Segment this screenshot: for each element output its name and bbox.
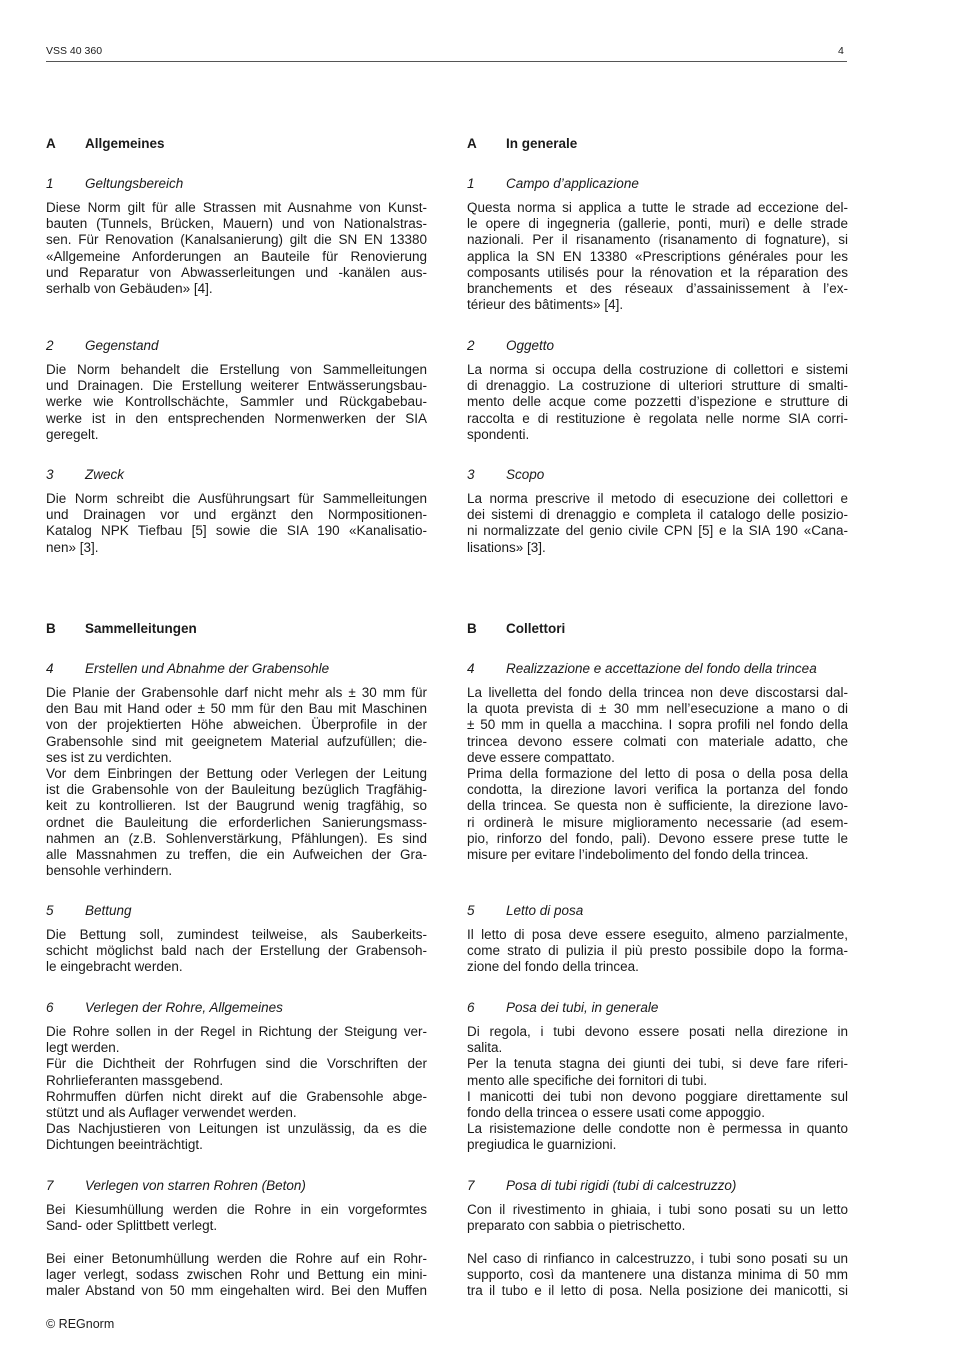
text-line: und Drainagen vor und ergänzt den Normpositionen-: [46, 507, 427, 523]
document-id: VSS 40 360: [46, 45, 103, 57]
text-line: preparato con sabbia o pietrischetto.: [467, 1218, 686, 1234]
text-line: Die Norm behandelt die Erstellung von Sammelleitungen: [46, 362, 427, 377]
text-line: Per la tenuta stagna dei giunti dei tubi, si deve fare riferi-: [467, 1056, 848, 1072]
section-7-text-b: [46, 1251, 427, 1300]
text-line: und Drainagen. Die Erstellung weiterer Entwässerungsbau-: [46, 378, 427, 394]
section-4-text: [46, 685, 427, 879]
text-line: sen. Für Renovation (Kanalsanierung) gilt die SN EN 13380: [46, 232, 427, 248]
section-5-text: [467, 927, 848, 976]
text-line: della trincea. Se questa non è sufficiente, la direzione lavo-: [467, 798, 848, 814]
section-1-text: [467, 200, 848, 313]
text-line: le eingebracht werden.: [46, 959, 183, 975]
section-2-text: [467, 362, 848, 443]
text-line: composants utilisés pour la rénovation et la réparation des: [467, 264, 848, 280]
text-line: nen» [3].: [46, 539, 99, 555]
text-line: trincea devono essere colmati con materiale adatto, che: [467, 733, 848, 749]
text-line: Das Nachjustieren von Leitungen ist unzulässig, da es die: [46, 1121, 427, 1137]
text-line: «Allgemeine Anforderungen an Bauteile für Renovierung: [46, 248, 427, 264]
text-line: fondo della trincea o essere usati come appoggio.: [467, 1105, 765, 1121]
text-line: ist die Grabensohle von der Bauleitung bezüglich Tragfähig-: [46, 782, 427, 798]
section-b-heading: B Collettori: [467, 621, 566, 636]
section-1-heading: 1 Campo d’applicazione: [467, 176, 639, 191]
text-line: Die Planie der Grabensohle darf nicht mehr als ± 30 mm für: [46, 685, 427, 700]
section-6-text: [46, 1024, 427, 1154]
text-line: mento delle acque come pozzetti d’ispezione e strutture di: [467, 394, 848, 410]
text-line: nazionali. Per il risanamento (risanamento di fognature), si: [467, 232, 848, 248]
text-line: I manicotti dei tubi non devono poggiare direttamente sul: [467, 1088, 848, 1104]
section-5-text: [46, 927, 427, 976]
text-line: werke ist in den entsprechenden Normenwerken der SIA: [46, 410, 427, 426]
section-2-heading: 2 Oggetto: [467, 338, 555, 353]
text-line: Bei einer Betonumhüllung werden die Rohre auf ein Rohr-: [46, 1251, 427, 1266]
text-line: ± 50 mm in quella a macchina. I sopra profili nel fondo della: [467, 717, 848, 733]
text-line: condotta, la direzione lavori verifica la portanza del fondo: [467, 782, 848, 798]
text-line: serhalb von Gebäuden» [4].: [46, 281, 213, 297]
text-line: La livelletta del fondo della trincea non deve discostarsi dal-: [467, 685, 848, 700]
text-line: Prima della formazione del letto di posa o della posa della: [467, 766, 848, 782]
text-line: Grabensohle sind mit geeignetem Material aufzufüllen; die-: [46, 733, 427, 749]
text-line: nahmen an (z.B. Sohlenverstärkung, Pfählungen). Es sind: [46, 830, 427, 846]
text-line: Sand- oder Splittbett verlegt.: [46, 1218, 218, 1234]
text-line: werke wie Kontrollschächte, Sammler und Rückgabebau-: [46, 394, 427, 410]
text-line: le opere di ingegneria (gallerie, ponti, muri) e delle strade: [467, 216, 848, 232]
text-line: und Reparatur von Abwasserleitungen und -kanälen aus-: [46, 264, 427, 280]
text-line: raccolta e di restituzione è regolata nelle norme SIA corri-: [467, 410, 848, 426]
text-line: Questa norma si applica a tutte le strade ad eccezione del-: [467, 200, 848, 215]
text-line: pregiudica le guarnizioni.: [467, 1137, 617, 1153]
section-1-heading: 1 Geltungsbereich: [46, 176, 184, 191]
text-line: geregelt.: [46, 426, 99, 442]
text-line: misure per evitare l’indebolimento del fondo della trincea.: [467, 847, 809, 863]
text-line: ri ordinerà le misure miglioramento necessarie (ad esem-: [467, 814, 848, 830]
text-line: Dichtungen beeinträchtigt.: [46, 1137, 203, 1153]
text-line: lager verlegt, sodass zwischen Rohr und Bettung ein mini-: [46, 1267, 427, 1283]
text-line: Für die Dichtheit der Rohrfugen sind die Vorschriften der: [46, 1056, 427, 1072]
text-line: come strato di pulizia il più presto possibile dopo la forma-: [467, 943, 848, 959]
text-line: pio, rinforzo del fondo, pali). Devono essere prese tutte le: [467, 830, 848, 846]
text-line: Nel caso di rinfianco in calcestruzzo, i tubi sono posati su un: [467, 1251, 848, 1266]
text-line: Die Rohre sollen in der Regel in Richtung der Steigung ver-: [46, 1024, 427, 1039]
text-line: lisations» [3].: [467, 539, 546, 555]
section-7-heading: 7 Verlegen von starren Rohren (Beton): [46, 1178, 306, 1193]
text-line: den Bau mit Hand oder ± 50 mm für den Bau mit Maschinen: [46, 701, 427, 717]
text-line: alle Massnahmen zu treffen, die ein Aufweichen der Gra-: [46, 847, 427, 863]
text-line: la quota prevista di ± 30 mm nell’esecuzione a mano o di: [467, 701, 848, 717]
section-4-heading: 4 Realizzazione e accettazione del fondo della trincea: [467, 661, 817, 676]
text-line: Katalog NPK Tiefbau [5] sowie die SIA 190 «Kanalisatio-: [46, 523, 427, 539]
section-6-text: [467, 1024, 848, 1154]
section-2-heading: 2 Gegenstand: [46, 338, 159, 353]
section-4-heading: 4 Erstellen und Abnahme der Grabensohle: [46, 661, 330, 676]
section-3-text: [46, 491, 427, 556]
text-line: Con il rivestimento in ghiaia, i tubi sono posati su un letto: [467, 1202, 848, 1217]
section-6-heading: 6 Verlegen der Rohre, Allgemeines: [46, 1000, 283, 1015]
section-5-heading: 5 Letto di posa: [467, 903, 584, 918]
section-2-text: [46, 362, 427, 443]
text-line: spondenti.: [467, 426, 530, 442]
text-line: supporto, così da mantenere una distanza minima di 50 mm: [467, 1267, 848, 1283]
text-line: keit zu kontrollieren. Ist der Baugrund wenig tragfähig, so: [46, 798, 427, 814]
text-line: Rohrmuffen dürfen nicht direkt auf die Grabensohle abge-: [46, 1088, 427, 1104]
text-line: branchements et des réseaux d’assainissement à l’ex-: [467, 281, 848, 297]
text-line: legt werden.: [46, 1040, 120, 1056]
text-line: applica la SN EN 13380 «Prescriptions générales pour les: [467, 248, 848, 264]
text-line: dei sistemi di drenaggio e completa il catalogo delle posizio-: [467, 507, 848, 523]
text-line: deve essere compattato.: [467, 749, 615, 765]
text-line: ses ist zu verdichten.: [46, 749, 173, 765]
text-line: Die Norm schreibt die Ausführungsart für Sammelleitungen: [46, 491, 427, 506]
text-line: ordnet die Bauleitung die erforderlichen Sanierungsmass-: [46, 814, 427, 830]
section-b-heading: B Sammelleitungen: [46, 621, 197, 636]
copyright-footer: © REGnorm: [46, 1317, 115, 1331]
section-a-heading: A Allgemeines: [46, 136, 165, 151]
text-line: térieur des bâtiments» [4].: [467, 297, 624, 313]
text-line: salita.: [467, 1040, 503, 1056]
text-line: bensohle verhindern.: [46, 863, 173, 879]
section-3-heading: 3 Scopo: [467, 467, 545, 482]
text-line: La norma prescrive il metodo di esecuzione dei collettori e: [467, 491, 848, 506]
text-line: schicht möglichst bald nach der Erstellung der Grabensoh-: [46, 943, 427, 959]
text-line: Vor dem Einbringen der Bettung oder Verlegen der Leitung: [46, 766, 427, 782]
section-3-text: [467, 491, 848, 556]
header-rule: [46, 61, 847, 62]
text-line: Diese Norm gilt für alle Strassen mit Ausnahme von Kunst-: [46, 200, 427, 215]
text-line: Il letto di posa deve essere eseguito, almeno parzialmente,: [467, 927, 848, 942]
text-line: bauten (Tunnels, Brücken, Mauern) und von Nationalstras-: [46, 216, 427, 232]
section-7-heading: 7 Posa di tubi rigidi (tubi di calcestruzzo): [467, 1178, 737, 1193]
text-line: Rohrlieferanten massgebend.: [46, 1072, 224, 1088]
section-5-heading: 5 Bettung: [46, 903, 132, 918]
text-line: La risistemazione delle condotte non è permessa in quanto: [467, 1121, 848, 1137]
text-line: Di regola, i tubi devono essere posati nella direzione in: [467, 1024, 848, 1039]
section-7-text-a: [46, 1202, 427, 1234]
text-line: La norma si occupa della costruzione di collettori e sistemi: [467, 362, 848, 377]
section-4-text: [467, 685, 848, 863]
page-number: 4: [838, 45, 844, 57]
section-a-heading: A In generale: [467, 136, 578, 151]
text-line: von der projektierten Höhe abweichen. Überprofile in der: [46, 717, 427, 733]
section-7-text-a: [467, 1202, 848, 1234]
text-line: di drenaggio. La costruzione di ulteriori strutture di smalti-: [467, 378, 848, 394]
section-3-heading: 3 Zweck: [46, 467, 125, 482]
text-line: ni normalizzate del genio civile CPN [5] e la SIA 190 «Cana-: [467, 523, 848, 539]
text-line: maler Abstand von 50 mm eingehalten wird. Bei den Muffen: [46, 1283, 427, 1299]
text-line: tra il tubo e il letto di posa. Nella posizione dei manicotti, si: [467, 1283, 848, 1299]
text-line: Die Bettung soll, zumindest teilweise, als Sauberkeits-: [46, 927, 427, 942]
text-line: Bei Kiesumhüllung werden die Rohre in ein vorgeformtes: [46, 1202, 427, 1217]
section-7-text-b: [467, 1251, 848, 1300]
text-line: mento alle specifiche dei fornitori di tubi.: [467, 1072, 708, 1088]
text-line: stützt und als Auflager verwendet werden.: [46, 1105, 297, 1121]
section-6-heading: 6 Posa dei tubi, in generale: [467, 1000, 659, 1015]
text-line: zione del fondo della trincea.: [467, 959, 639, 975]
section-1-text: [46, 200, 427, 297]
